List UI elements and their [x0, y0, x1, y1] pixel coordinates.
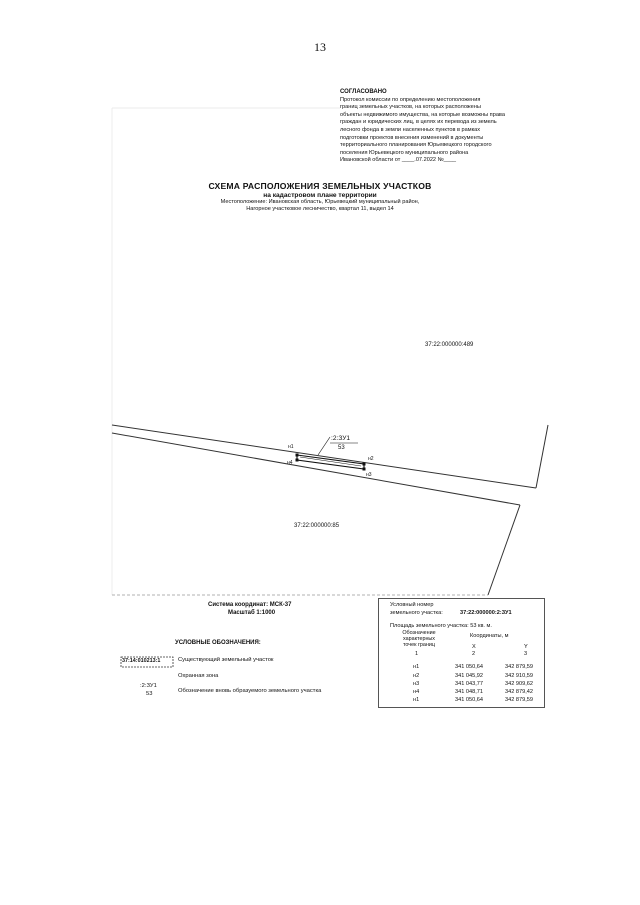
approval-line: границ земельных участков, на которых расположены: [340, 104, 481, 111]
table-cell-point: н4: [413, 689, 420, 695]
col-point-header-line: характерных: [403, 636, 435, 643]
vertex-marker: [363, 468, 366, 471]
parcel-label-bottom: 37:22:000000:85: [294, 523, 340, 529]
table-cell-x: 341 045,92: [455, 673, 483, 679]
approval-line: объекты недвижимого имущества, на которые возможны права: [340, 111, 505, 118]
vertex-marker: [296, 454, 299, 457]
table-cell-x: 341 050,64: [455, 697, 483, 703]
vertex-marker: [296, 459, 299, 462]
legend-heading: УСЛОВНЫЕ ОБОЗНАЧЕНИЯ:: [175, 640, 261, 646]
new-parcel-id: :2:ЗУ1: [331, 435, 351, 442]
location-line: Нагорное участковое лесничество, квартал 11, выдел 14: [246, 206, 394, 212]
legend-zone-text: Охранная зона: [178, 673, 219, 679]
approval-line: территориального планирования Юрьевецкого городского: [340, 142, 492, 149]
approval-heading: СОГЛАСОВАНО: [340, 89, 387, 95]
parcel-label-top: 37:22:000000:489: [425, 342, 474, 348]
point-label-n4: н4: [287, 460, 293, 466]
table-cell-y: 342 910,59: [505, 673, 533, 679]
approval-line: подготовки проектов внесения изменений в документы: [340, 134, 484, 141]
label-leader: [318, 437, 330, 455]
cond-number-label: земельного участка:: [390, 610, 443, 616]
approval-line: граждан и юридических лиц, в целях их перевода из земель: [340, 119, 497, 126]
y-header: Y: [524, 644, 528, 650]
road-line-upper: [112, 425, 536, 488]
coordinate-system: Система координат: МСК-37: [208, 602, 292, 608]
road-line-lower: [112, 433, 520, 505]
parcel-border: [536, 425, 548, 488]
table-cell-y: 342 879,59: [505, 664, 533, 670]
col-point-header-line: Обозначение: [402, 630, 436, 636]
col-number: 1: [415, 651, 419, 657]
area-text: Площадь земельного участка: 53 кв. м.: [390, 623, 492, 629]
table-cell-x: 341 043,77: [455, 681, 483, 687]
table-cell-x: 341 048,71: [455, 689, 483, 695]
approval-line: Ивановской области от ____.07.2022 №____: [340, 157, 457, 164]
table-cell-x: 341 050,64: [455, 664, 483, 670]
col-number: 2: [472, 651, 476, 657]
table-cell-point: н1: [413, 697, 420, 703]
col-number: 3: [524, 651, 528, 657]
legend-parcel-symbol: 37:14:010213:1: [122, 658, 161, 664]
vertex-marker: [363, 463, 366, 466]
cond-number-value: 37:22:000000:2:ЗУ1: [460, 610, 512, 616]
point-label-n3: н3: [366, 472, 372, 478]
table-cell-y: 342 879,59: [505, 697, 533, 703]
legend-new-parcel-text: Обозначение вновь образуемого земельного участка: [178, 688, 322, 694]
new-parcel-area: 53: [338, 445, 345, 451]
parcel-border: [488, 505, 520, 595]
legend-new-parcel-area: 53: [146, 691, 153, 697]
coords-header: Координаты, м: [470, 633, 509, 639]
point-label-n1: н1: [288, 444, 294, 450]
approval-line: Протокол комиссии по определению местоположения: [340, 96, 481, 103]
col-point-header: [388, 630, 450, 649]
document-subtitle: на кадастровом плане территории: [263, 192, 377, 199]
legend-new-parcel-symbol: :2:ЗУ1: [140, 683, 157, 689]
approval-line: лесного фонда в земли населенных пунктов в рамках: [340, 126, 481, 133]
x-header: X: [472, 644, 476, 650]
legend-parcel-text: Существующий земельный участок: [178, 657, 274, 663]
page-number: 13: [314, 40, 326, 54]
table-cell-point: н3: [413, 681, 420, 687]
col-point-header-line: точек границ: [403, 642, 435, 649]
document-title: СХЕМА РАСПОЛОЖЕНИЯ ЗЕМЕЛЬНЫХ УЧАСТКОВ: [208, 181, 432, 191]
table-cell-point: н1: [413, 664, 420, 670]
approval-line: поселения Юрьевецкого муниципального района: [340, 149, 469, 156]
table-cell-y: 342 909,62: [505, 681, 533, 687]
table-cell-y: 342 879,42: [505, 689, 533, 695]
map-scale: Масштаб 1:1000: [228, 610, 276, 616]
location-line: Местоположение: Ивановская область, Юрьевецкий муниципальный район,: [220, 199, 420, 205]
point-label-n2: н2: [368, 456, 374, 462]
cond-number-label: Условный номер: [390, 602, 434, 608]
table-cell-point: н2: [413, 673, 420, 679]
